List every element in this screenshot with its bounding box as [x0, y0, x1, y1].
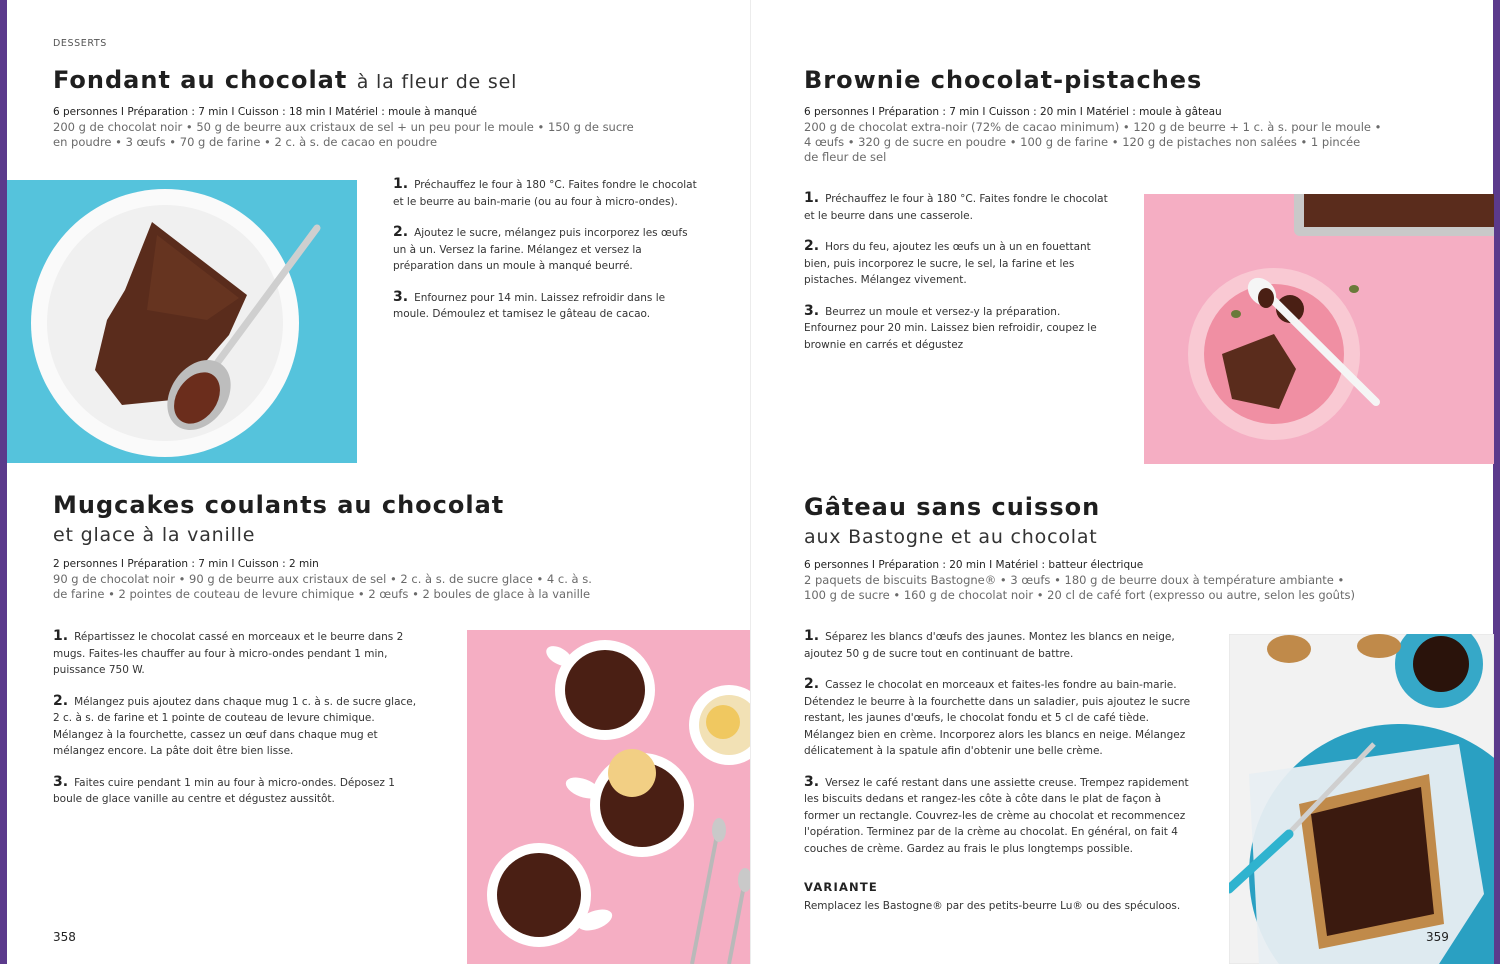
step — [804, 628, 1196, 662]
recipe-steps — [804, 190, 1114, 367]
recipe-ingredients — [804, 573, 1364, 603]
ingredients-line: 4 œufs • 320 g de sucre en poudre • 100 g de farine • 120 g de pistaches non salées • 1 pincée — [804, 135, 1361, 149]
page-number-left: 358 — [53, 930, 76, 944]
recipe-subtitle: aux Bastogne et au chocolat — [804, 526, 1098, 548]
recipe-ingredients — [804, 120, 1404, 165]
section-label: DESSERTS — [53, 38, 107, 49]
step — [53, 628, 423, 679]
mugcakes-photo — [467, 630, 750, 964]
ingredients-line: 200 g de chocolat extra-noir (72% de cacao minimum) • 120 g de beurre + 1 c. à s. pour le moule • — [804, 120, 1382, 134]
left-page — [7, 0, 750, 964]
ingredients-line: 100 g de sucre • 160 g de chocolat noir • 20 cl de café fort (expresso ou autre, selon les goûts) — [804, 588, 1355, 602]
recipe-meta: 6 personnes I Préparation : 7 min I Cuisson : 18 min I Matériel : moule à manqué — [53, 106, 478, 118]
recipe-title-fondant — [53, 66, 517, 94]
step-number: 2. — [53, 692, 69, 709]
step — [804, 303, 1114, 354]
step-text: Hors du feu, ajoutez les œufs un à un en fouettant bien, puis incorporez le sucre, le sel, la farine et les pistaches. Mélangez vivement. — [804, 241, 1091, 286]
step-text: Faites cuire pendant 1 min au four à micro-ondes. Déposez 1 boule de glace vanille au centre et dégustez aussitôt. — [53, 776, 395, 805]
step — [804, 676, 1196, 760]
recipe-title-mugcakes: Mugcakes coulants au chocolat — [53, 491, 505, 519]
step-text: Préchauffez le four à 180 °C. Faites fondre le chocolat et le beurre au bain-marie (ou au four à micro-ondes). — [393, 179, 697, 208]
step-text: Versez le café restant dans une assiette creuse. Trempez rapidement les biscuits dedans et rangez-les côte à côte dans le plat de façon à former un rectangle. Couvrez-les de crème au chocolat et recommencez l'opération. Terminez par de la crème au chocolat. En général, on fait 4 couches de crème. Gardez au frais le plus longtemps possible. — [804, 776, 1189, 855]
step-number: 1. — [804, 628, 820, 644]
step-number: 2. — [393, 224, 409, 240]
recipe-title-brownie: Brownie chocolat-pistaches — [804, 66, 1203, 94]
step — [804, 238, 1114, 289]
ingredients-line: en poudre • 3 œufs • 70 g de farine • 2 c. à s. de cacao en poudre — [53, 135, 438, 149]
step-number: 2. — [804, 676, 820, 692]
brownie-photo — [1144, 194, 1494, 464]
ingredients-line: de fleur de sel — [804, 150, 887, 164]
recipe-title-suffix: à la fleur de sel — [356, 71, 518, 93]
recipe-meta: 6 personnes I Préparation : 20 min I Matériel : batteur électrique — [804, 559, 1144, 571]
step-text: Mélangez puis ajoutez dans chaque mug 1 c. à s. de sucre glace, 2 c. à s. de farine et 1 pointe de couteau de levure chimique. Mélangez à la fourchette, cassez un œuf dans chaque mug et mélangez encore. La pâte doit être bien lisse. — [53, 695, 417, 757]
step — [53, 693, 423, 760]
recipe-meta: 6 personnes I Préparation : 7 min I Cuisson : 20 min I Matériel : moule à gâteau — [804, 106, 1222, 118]
ingredients-line: de farine • 2 pointes de couteau de levure chimique • 2 œufs • 2 boules de glace à la vanille — [53, 587, 591, 601]
ingredients-line: 200 g de chocolat noir • 50 g de beurre aux cristaux de sel + un peu pour le moule • 150 g de sucre — [53, 120, 634, 134]
variant-text: Remplacez les Bastogne® par des petits-beurre Lu® ou des spéculoos. — [804, 900, 1181, 912]
step-number: 3. — [804, 302, 820, 319]
step-number: 1. — [53, 628, 69, 644]
recipe-ingredients — [53, 572, 613, 602]
step-number: 1. — [804, 190, 820, 206]
recipe-steps — [804, 628, 1196, 871]
recipe-title-main: Fondant au chocolat — [53, 66, 348, 94]
variant-title: VARIANTE — [804, 880, 878, 894]
step-text: Ajoutez le sucre, mélangez puis incorporez les œufs un à un. Versez la farine. Mélangez et versez la préparation dans un moule à manqué beurré. — [393, 227, 688, 272]
step-text: Beurrez un moule et versez-y la préparation. Enfournez pour 20 min. Laissez bien refroidir, coupez le brownie en carrés et dégustez — [804, 305, 1097, 351]
book-spread — [7, 0, 1493, 964]
recipe-title-gateau: Gâteau sans cuisson — [804, 493, 1101, 521]
step — [393, 176, 703, 210]
step-text: Cassez le chocolat en morceaux et faites-les fondre au bain-marie. Détendez le beurre à la fourchette dans un saladier, puis ajoutez le sucre restant, les jaunes d'œufs, le chocolat fondu et 5 cl de café tiède. Mélangez bien en crème. Incorporez alors les blancs en neige. Mélangez délicatement à la spatule afin d'obtenir une belle crème. — [804, 679, 1191, 757]
fondant-photo — [7, 180, 357, 463]
recipe-meta: 2 personnes I Préparation : 7 min I Cuisson : 2 min — [53, 558, 319, 570]
recipe-ingredients — [53, 120, 653, 150]
step-number: 3. — [804, 773, 820, 790]
step — [53, 774, 423, 808]
ingredients-line: 2 paquets de biscuits Bastogne® • 3 œufs • 180 g de beurre doux à température ambiante • — [804, 573, 1345, 587]
step-text: Préchauffez le four à 180 °C. Faites fondre le chocolat et le beurre dans une casserole. — [804, 193, 1108, 222]
page-number-right: 359 — [1426, 930, 1449, 944]
step-text: Répartissez le chocolat cassé en morceaux et le beurre dans 2 mugs. Faites-les chauffer au four à micro-ondes pendant 1 min, puissance 750 W. — [53, 631, 404, 676]
recipe-subtitle: et glace à la vanille — [53, 524, 256, 546]
recipe-steps — [53, 628, 423, 822]
step — [804, 774, 1196, 858]
gateau-photo — [1229, 634, 1494, 964]
step-text: Enfournez pour 14 min. Laissez refroidir dans le moule. Démoulez et tamisez le gâteau de cacao. — [393, 291, 666, 320]
right-page — [750, 0, 1494, 964]
step-number: 2. — [804, 238, 820, 254]
step — [393, 289, 703, 323]
step-number: 1. — [393, 176, 409, 192]
step — [804, 190, 1114, 224]
step-text: Séparez les blancs d'œufs des jaunes. Montez les blancs en neige, ajoutez 50 g de sucre tout en continuant de battre. — [804, 631, 1175, 660]
step-number: 3. — [53, 773, 69, 790]
recipe-steps — [393, 176, 703, 337]
step — [393, 224, 703, 275]
step-number: 3. — [393, 288, 409, 305]
ingredients-line: 90 g de chocolat noir • 90 g de beurre aux cristaux de sel • 2 c. à s. de sucre glace • 4 c. à s. — [53, 572, 592, 586]
